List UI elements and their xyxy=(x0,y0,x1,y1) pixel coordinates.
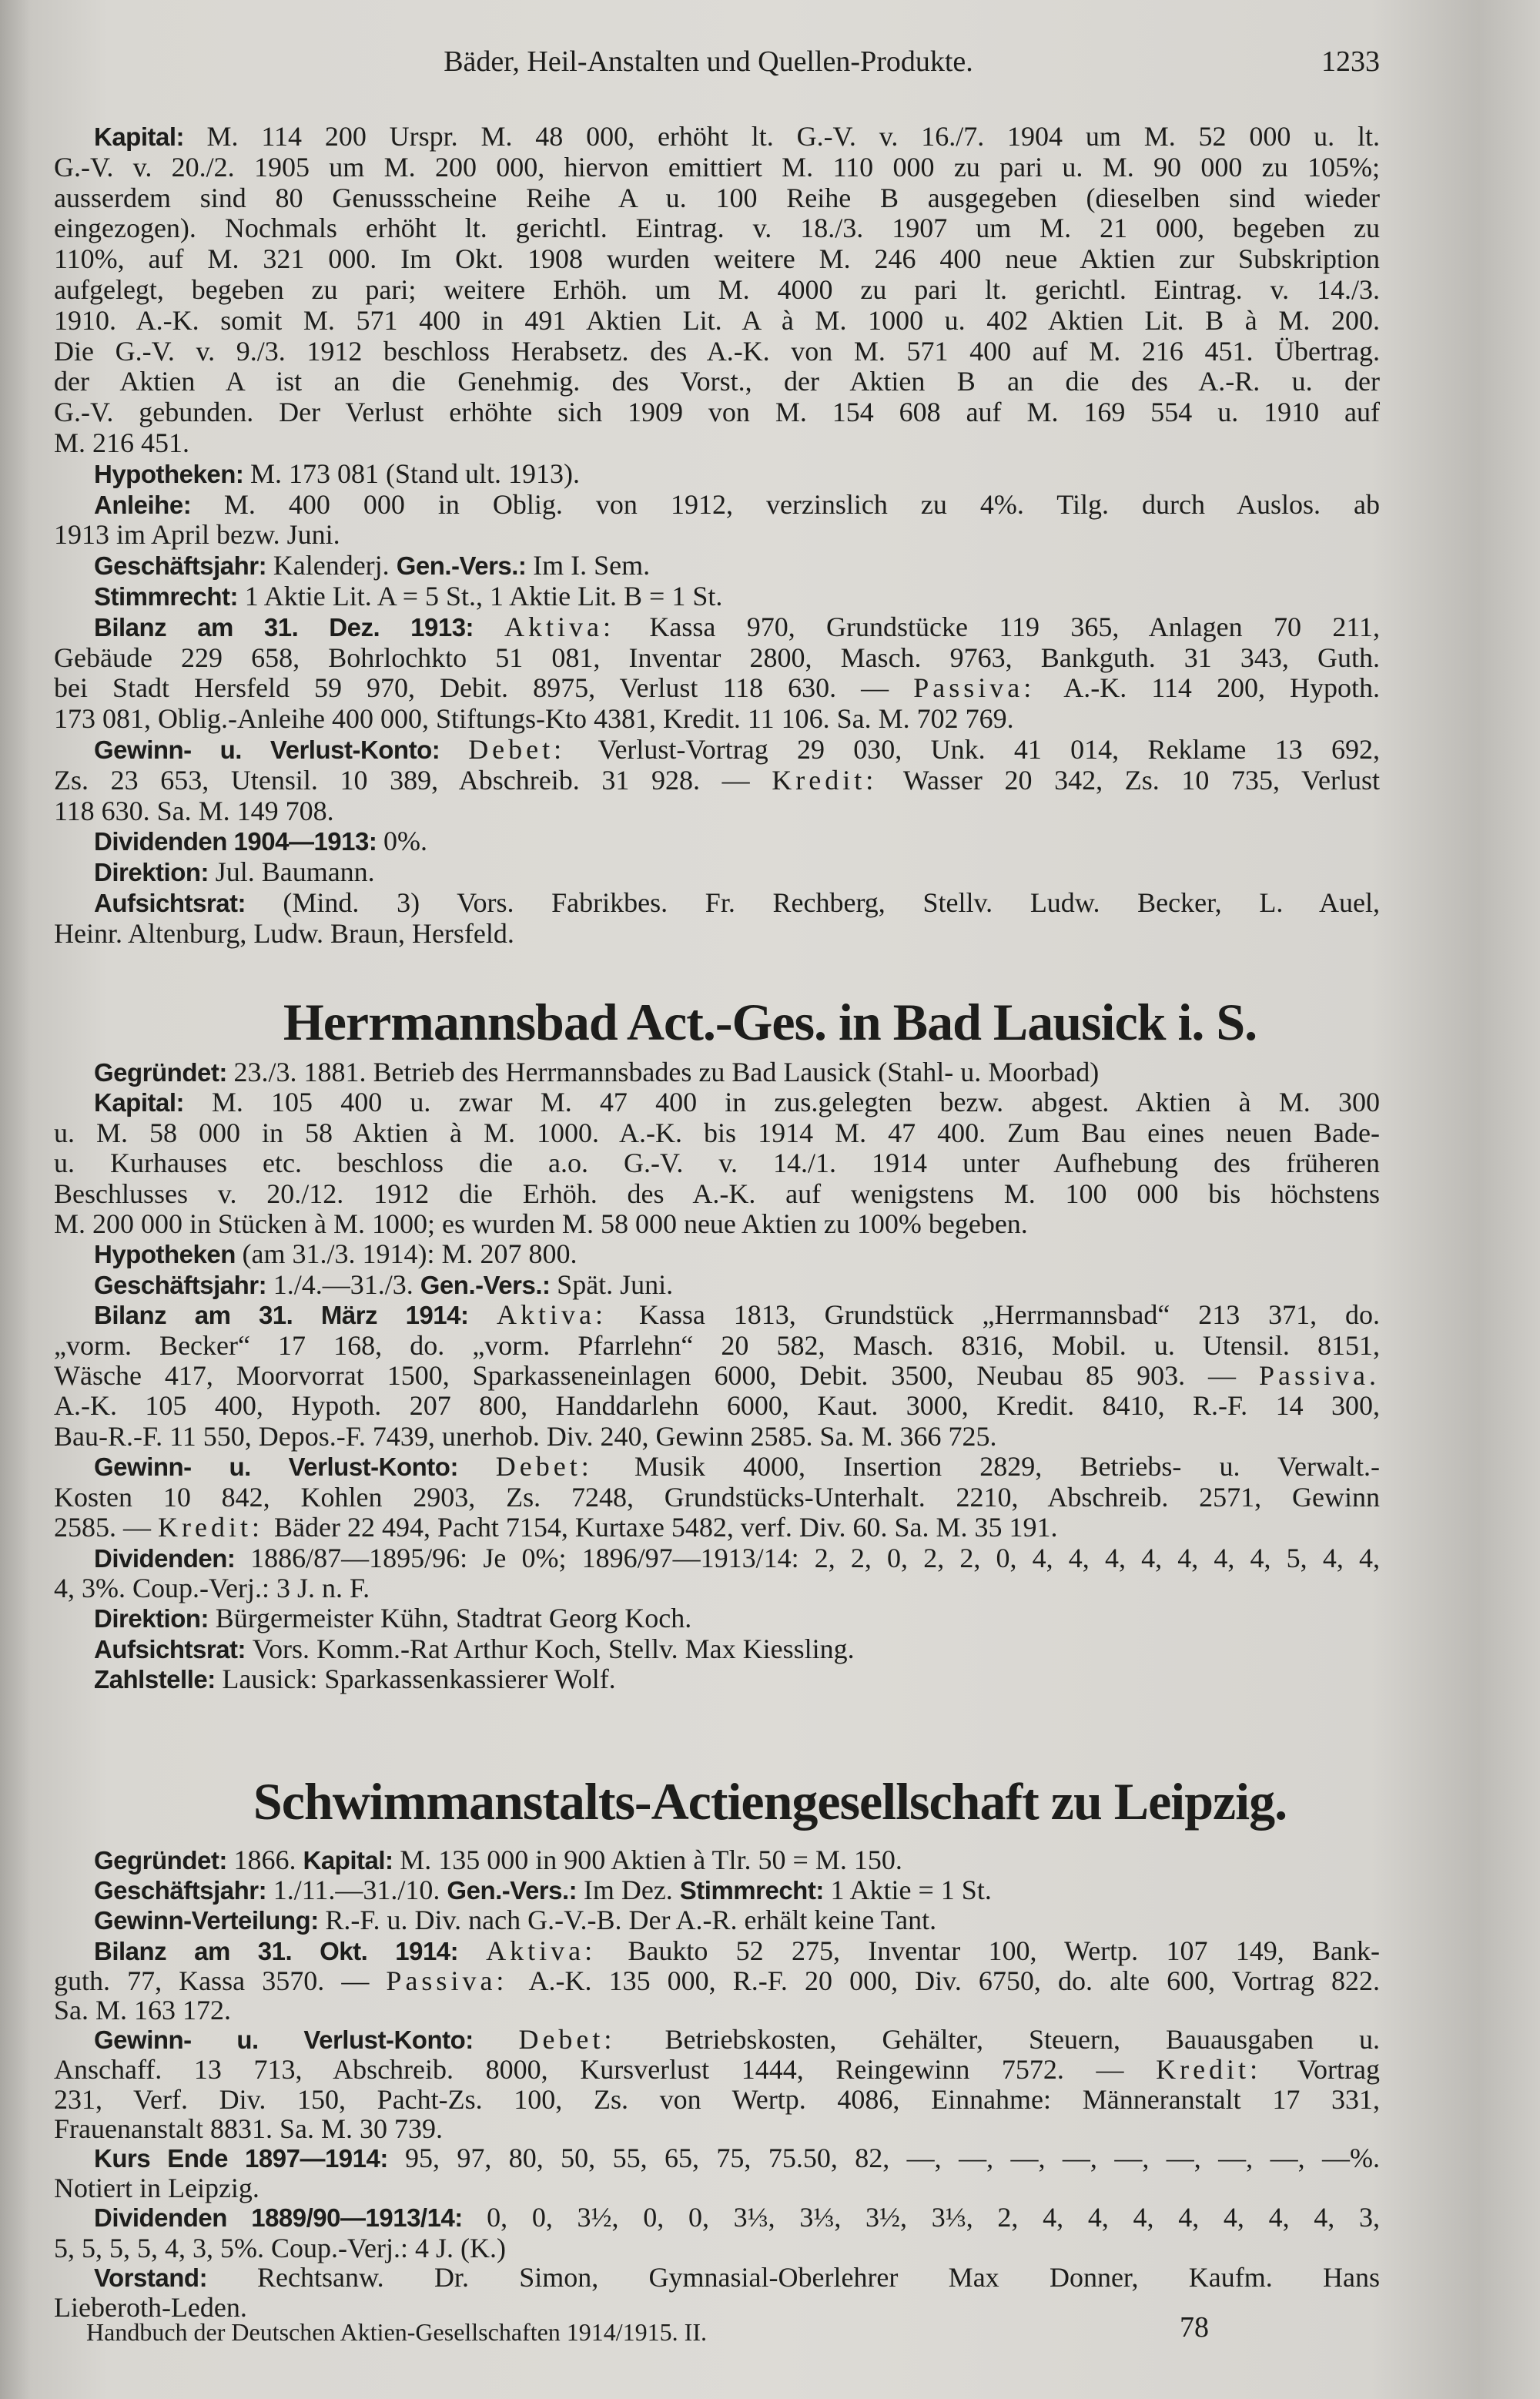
text-line xyxy=(54,1543,1380,1573)
header-title: Bäder, Heil-Anstalten und Quellen-Produkte. xyxy=(444,45,973,78)
entry-dividenden xyxy=(54,2203,1380,2262)
spaced-label: Debet: xyxy=(468,733,598,765)
section-continued-entry xyxy=(54,122,1380,950)
text-line xyxy=(54,337,1380,367)
field-text: M. 216 451. xyxy=(54,427,190,458)
field-label: Stimmrecht: xyxy=(94,581,245,611)
text-line xyxy=(54,1118,1380,1148)
text-line xyxy=(54,244,1380,275)
field-label: Direktion: xyxy=(94,1604,216,1633)
entry-direktion xyxy=(54,1603,1380,1633)
entry-gegruendet xyxy=(54,1057,1380,1087)
field-label: Bilanz am 31. März 1914: xyxy=(94,1301,497,1330)
field-label: Bilanz am 31. Okt. 1914: xyxy=(94,1936,487,1965)
field-text: 1886/87—1895/96: Je 0%; 1896/97—1913/14: 2, 2, 0, 2, 2, 0, 4, 4, 4, 4, 4, 4, 4, 5, 4, 4, xyxy=(250,1542,1380,1573)
entry-gewinn-verlust xyxy=(54,1452,1380,1543)
field-text: Zs. 23 653, Utensil. 10 389, Abschreib. 31 928. — xyxy=(54,764,772,796)
spaced-label: Passiva: xyxy=(913,672,1064,704)
field-label: Hypotheken xyxy=(94,1240,243,1269)
field-text: 1910. A.-K. somit M. 571 400 in 491 Aktien Lit. A à M. 1000 u. 402 Aktien Lit. B à M. 200. xyxy=(54,304,1380,336)
spaced-label: Kredit: xyxy=(1156,2054,1297,2086)
signature-mark: 78 xyxy=(1180,2311,1209,2344)
field-label: Dividenden: xyxy=(94,1543,251,1573)
entry-kapital xyxy=(54,1087,1380,1239)
field-label: Dividenden 1889/90—1913/14: xyxy=(94,2203,487,2233)
text-line xyxy=(54,1148,1380,1178)
text-line xyxy=(54,1905,1380,1935)
text-line xyxy=(54,1966,1380,1995)
field-label: Kurs Ende 1897—1914: xyxy=(94,2144,405,2173)
text-line xyxy=(54,397,1380,428)
field-label: Aufsichtsrat: xyxy=(94,888,283,917)
field-text: Spät. Juni. xyxy=(557,1268,674,1300)
field-text: Musik 4000, Insertion 2829, Betriebs- u. Verwalt.- xyxy=(634,1451,1380,1483)
field-text: M. 400 000 in Oblig. von 1912, verzinslich zu 4%. Tilg. durch Auslos. ab xyxy=(223,488,1380,520)
spaced-label: Kredit: xyxy=(158,1512,274,1543)
field-text: 5, 5, 5, 5, 4, 3, 5%. Coup.-Verj.: 4 J. (K.) xyxy=(54,2232,506,2263)
text-line xyxy=(54,367,1380,397)
field-label: Geschäftsjahr: xyxy=(94,551,273,581)
entry-kurs xyxy=(54,2143,1380,2203)
text-line xyxy=(54,428,1380,459)
field-text: aufgelegt, begeben zu pari; weitere Erhöh. um M. 4000 zu pari lt. gerichtl. Eintrag. v. 14./3. xyxy=(54,273,1380,305)
field-text: u. Kurhauses etc. beschloss die a.o. G.-V. v. 14./1. 1914 unter Aufhebung des früheren xyxy=(54,1148,1380,1179)
text-line xyxy=(54,459,1380,490)
spaced-label: Aktiva: xyxy=(497,1299,639,1331)
text-line xyxy=(54,1452,1380,1482)
text-line xyxy=(54,152,1380,183)
text-line xyxy=(54,1179,1380,1209)
text-line xyxy=(54,766,1380,796)
text-line xyxy=(54,2055,1380,2084)
field-text: 1./4.—31./3. xyxy=(273,1268,420,1300)
entry-gewinn-verlust xyxy=(54,2025,1380,2143)
field-text: Wasser 20 342, Zs. 10 735, Verlust xyxy=(902,764,1380,796)
field-text: Kassa 1813, Grundstück „Herrmannsbad“ 213 371, do. xyxy=(638,1299,1380,1331)
field-label: Gen.-Vers.: xyxy=(396,551,534,581)
field-text: Die G.-V. v. 9./3. 1912 beschloss Herabsetz. des A.-K. von M. 571 400 auf M. 216 451. Übertrag. xyxy=(54,335,1380,367)
field-text: 1866. xyxy=(233,1844,303,1875)
text-line xyxy=(54,2143,1380,2173)
field-label: Zahlstelle: xyxy=(94,1665,223,1694)
field-text: A.-K. 135 000, R.-F. 20 000, Div. 6750, do. alte 600, Vortrag 822. xyxy=(528,1965,1380,1996)
entry-bilanz xyxy=(54,1300,1380,1452)
entry-zahlstelle xyxy=(54,1664,1380,1694)
text-line xyxy=(54,1239,1380,1269)
entry-gewinn-verteilung xyxy=(54,1905,1380,1935)
entry-dividenden xyxy=(54,826,1380,857)
text-line xyxy=(54,1422,1380,1452)
spaced-label: Debet: xyxy=(518,2024,665,2056)
field-text: 0%. xyxy=(383,826,428,857)
text-line xyxy=(54,1057,1380,1087)
text-line xyxy=(54,1483,1380,1513)
field-text: 2585. — xyxy=(54,1512,158,1543)
entry-bilanz xyxy=(54,1936,1380,2025)
field-text: Vors. Komm.-Rat Arthur Koch, Stellv. Max Kiessling. xyxy=(252,1633,855,1664)
text-line xyxy=(54,704,1380,735)
entry-anleihe xyxy=(54,490,1380,551)
text-line xyxy=(54,1995,1380,2025)
field-text: 1913 im April bezw. Juni. xyxy=(54,519,340,551)
field-text: (Mind. 3) Vors. Fabrikbes. Fr. Rechberg, Stellv. Ludw. Becker, L. Auel, xyxy=(283,886,1380,918)
footer-book-title: Handbuch der Deutschen Aktien-Gesellschaften 1914/1915. II. xyxy=(86,2318,707,2346)
field-text: Bau-R.-F. 11 550, Depos.-F. 7439, unerhob. Div. 240, Gewinn 2585. Sa. M. 366 725. xyxy=(54,1420,997,1452)
field-text: Notiert in Leipzig. xyxy=(54,2173,259,2204)
spaced-label: Aktiva: xyxy=(486,1935,628,1966)
field-text: M. 200 000 in Stücken à M. 1000; es wurden M. 58 000 neue Aktien zu 100% begeben. xyxy=(54,1208,1028,1240)
text-line xyxy=(54,306,1380,337)
text-line xyxy=(54,1573,1380,1603)
text-line xyxy=(54,826,1380,857)
field-label: Gewinn-Verteilung: xyxy=(94,1906,326,1935)
entry-geschaeftsjahr xyxy=(54,1875,1380,1905)
text-line xyxy=(54,1513,1380,1543)
text-line xyxy=(54,1875,1380,1905)
field-text: der Aktien A ist an die Genehmig. des Vorst., der Aktien B an die des A.-R. u. der xyxy=(54,366,1380,397)
field-text: Kosten 10 842, Kohlen 2903, Zs. 7248, Grundstücks-Unterhalt. 2210, Abschreib. 2571, Gewinn xyxy=(54,1481,1380,1513)
field-label: Direktion: xyxy=(94,858,216,887)
field-text: u. M. 58 000 in 58 Aktien à M. 1000. A.-K. bis 1914 M. 47 400. Zum Bau eines neuen Bade- xyxy=(54,1117,1380,1148)
field-text: M. 105 400 u. zwar M. 47 400 in zus.gelegten bezw. abgest. Aktien à M. 300 xyxy=(211,1087,1380,1118)
text-line xyxy=(54,1270,1380,1300)
spaced-label: Passiva: xyxy=(386,1965,529,1996)
field-text: Betriebskosten, Gehälter, Steuern, Bauausgaben u. xyxy=(665,2024,1380,2056)
text-line xyxy=(54,1936,1380,1966)
field-label: Anleihe: xyxy=(94,490,224,519)
entry-direktion xyxy=(54,857,1380,888)
text-line xyxy=(54,643,1380,674)
text-line xyxy=(54,1300,1380,1330)
text-line xyxy=(54,213,1380,244)
field-text: (am 31./3. 1914): M. 207 800. xyxy=(242,1238,578,1270)
text-line xyxy=(54,520,1380,551)
field-text: 1./11.—31./10. xyxy=(273,1875,447,1906)
field-text: Baukto 52 275, Inventar 100, Wertp. 107 149, Bank- xyxy=(628,1935,1381,1966)
section-herrmannsbad xyxy=(54,1057,1380,1695)
text-line xyxy=(54,888,1380,919)
field-text: M. 173 081 (Stand ult. 1913). xyxy=(250,457,581,489)
field-label: Hypotheken: xyxy=(94,459,251,488)
text-line xyxy=(54,1664,1380,1694)
field-text: A.-K. 105 400, Hypoth. 207 800, Handdarlehn 6000, Kaut. 3000, Kredit. 8410, R.-F. 14 300, xyxy=(54,1390,1380,1422)
entry-hypotheken xyxy=(54,459,1380,490)
text-line xyxy=(54,919,1380,950)
text-line xyxy=(54,183,1380,214)
field-text: 0, 0, 3½, 0, 0, 3⅓, 3⅓, 3½, 3⅓, 2, 4, 4, 4, 4, 4, 4, 4, 3, xyxy=(487,2202,1380,2233)
field-label: Kapital: xyxy=(94,122,207,151)
field-text: Bäder 22 494, Pacht 7154, Kurtaxe 5482, verf. Div. 60. Sa. M. 35 191. xyxy=(273,1512,1058,1543)
text-line xyxy=(54,581,1380,612)
section-schwimmanstalt xyxy=(54,1845,1380,2322)
text-line xyxy=(54,2114,1380,2143)
entry-aufsichtsrat xyxy=(54,888,1380,950)
text-line xyxy=(54,1634,1380,1664)
field-label: Kapital: xyxy=(94,1088,212,1117)
field-text: Vortrag xyxy=(1297,2054,1380,2086)
field-text: Im Dez. xyxy=(583,1875,680,1906)
text-line xyxy=(54,673,1380,704)
text-line xyxy=(54,735,1380,766)
text-line xyxy=(54,122,1380,152)
field-text: M. 114 200 Urspr. M. 48 000, erhöht lt. G.-V. v. 16./7. 1904 um M. 52 000 u. lt. xyxy=(206,121,1380,152)
field-text: 1 Aktie = 1 St. xyxy=(830,1875,992,1906)
field-label: Geschäftsjahr: xyxy=(94,1876,273,1905)
page-number: 1233 xyxy=(1321,45,1380,78)
field-text: eingezogen). Nochmals erhöht lt. gerichtl. Eintrag. v. 18./3. 1907 um M. 21 000, begeben zu xyxy=(54,213,1380,244)
entry-bilanz xyxy=(54,612,1380,735)
field-text: Verlust-Vortrag 29 030, Unk. 41 014, Reklame 13 692, xyxy=(598,733,1380,765)
field-text: Wäsche 417, Moorvorrat 1500, Sparkasseneinlagen 6000, Debit. 3500, Neubau 85 903. — xyxy=(54,1360,1259,1392)
text-line xyxy=(54,1209,1380,1239)
text-line xyxy=(54,551,1380,581)
field-text: Frauenanstalt 8831. Sa. M. 30 739. xyxy=(54,2113,443,2144)
text-line xyxy=(54,2233,1380,2263)
entry-kapital xyxy=(54,122,1380,459)
field-text: Kassa 970, Grundstücke 119 365, Anlagen 70 211, xyxy=(649,611,1380,642)
spaced-label: Kredit: xyxy=(772,764,903,796)
text-line xyxy=(54,1331,1380,1361)
text-line xyxy=(54,1087,1380,1117)
page-footer xyxy=(86,2311,1241,2347)
field-label: Gen.-Vers.: xyxy=(420,1270,557,1299)
field-text: bei Stadt Hersfeld 59 970, Debit. 8975, Verlust 118 630. — xyxy=(54,672,914,704)
text-line xyxy=(54,1603,1380,1633)
field-text: Bürgermeister Kühn, Stadtrat Georg Koch. xyxy=(215,1603,692,1634)
field-text: 110%, auf M. 321 000. Im Okt. 1908 wurden weitere M. 246 400 neue Aktien zur Subskription xyxy=(54,243,1380,275)
field-text: Sa. M. 163 172. xyxy=(54,1995,232,2026)
field-text: Lausick: Sparkassenkassierer Wolf. xyxy=(222,1664,616,1695)
entry-dividenden xyxy=(54,1543,1380,1604)
field-text: guth. 77, Kassa 3570. — xyxy=(54,1965,387,1996)
field-text: „vorm. Becker“ 17 168, do. „vorm. Pfarrlehn“ 20 582, Masch. 8316, Mobil. u. Utensil. 8151, xyxy=(54,1329,1380,1361)
field-text: Beschlusses v. 20./12. 1912 die Erhöh. des A.-K. auf wenigstens M. 100 000 bis höchstens xyxy=(54,1178,1380,1209)
field-text: Anschaff. 13 713, Abschreib. 8000, Kursverlust 1444, Reingewinn 7572. — xyxy=(54,2054,1157,2086)
field-label: Gewinn- u. Verlust-Konto: xyxy=(94,735,469,764)
field-text: 231, Verf. Div. 150, Pacht-Zs. 100, Zs. von Wertp. 4086, Einnahme: Männeranstalt 17 331, xyxy=(54,2083,1380,2115)
field-text: ausserdem sind 80 Genussscheine Reihe A u. 100 Reihe B ausgegeben (dieselben sind wieder xyxy=(54,182,1380,213)
field-text: G.-V. gebunden. Der Verlust erhöhte sich 1909 von M. 154 608 auf M. 169 554 u. 1910 auf xyxy=(54,397,1380,428)
text-line xyxy=(54,2085,1380,2114)
spaced-label: Debet: xyxy=(495,1451,634,1483)
text-line xyxy=(54,1391,1380,1421)
entry-hypotheken xyxy=(54,1239,1380,1269)
field-label: Gen.-Vers.: xyxy=(447,1876,584,1905)
field-text: Jul. Baumann. xyxy=(215,856,375,888)
text-line xyxy=(54,275,1380,306)
field-label: Vorstand: xyxy=(94,2263,258,2292)
field-text: R.-F. u. Div. nach G.-V.-B. Der A.-R. erhält keine Tant. xyxy=(325,1905,937,1936)
field-text: 4, 3%. Coup.-Verj.: 3 J. n. F. xyxy=(54,1572,370,1603)
field-text: Rechtsanw. Dr. Simon, Gymnasial-Oberlehrer Max Donner, Kaufm. Hans xyxy=(257,2261,1381,2293)
text-line xyxy=(54,796,1380,827)
field-label: Gegründet: xyxy=(94,1846,234,1875)
field-text: 173 081, Oblig.-Anleihe 400 000, Stiftungs-Kto 4381, Kredit. 11 106. Sa. M. 702 769. xyxy=(54,703,1014,735)
field-label: Gewinn- u. Verlust-Konto: xyxy=(94,1452,496,1482)
field-label: Gegründet: xyxy=(94,1058,234,1087)
text-line xyxy=(54,2173,1380,2203)
field-text: Gebäude 229 658, Bohrlochkto 51 081, Inventar 2800, Masch. 9763, Bankguth. 31 343, Guth. xyxy=(54,642,1380,673)
company-title-herrmannsbad: Herrmannsbad Act.-Ges. in Bad Lausick i. S. xyxy=(283,993,1257,1051)
entry-gewinn-verlust xyxy=(54,735,1380,826)
spaced-label: Aktiva: xyxy=(504,611,650,642)
field-label: Bilanz am 31. Dez. 1913: xyxy=(94,612,505,642)
field-text: 118 630. Sa. M. 149 708. xyxy=(54,795,334,826)
field-label: Kapital: xyxy=(303,1846,400,1875)
company-title-schwimmanstalt: Schwimmanstalts-Actiengesellschaft zu Leipzig. xyxy=(253,1772,1287,1831)
field-text: 95, 97, 80, 50, 55, 65, 75, 75.50, 82, —, —, —, —, —, —, —, —, —%. xyxy=(404,2143,1380,2174)
entry-stimmrecht xyxy=(54,581,1380,612)
entry-geschaeftsjahr xyxy=(54,551,1380,581)
text-line xyxy=(54,2263,1380,2293)
text-line xyxy=(54,2203,1380,2233)
field-text: M. 135 000 in 900 Aktien à Tlr. 50 = M. 150. xyxy=(400,1844,902,1875)
field-text: Im I. Sem. xyxy=(533,550,651,581)
field-label: Geschäftsjahr: xyxy=(94,1270,273,1299)
field-label: Aufsichtsrat: xyxy=(94,1634,253,1664)
text-line xyxy=(54,2025,1380,2055)
field-label: Stimmrecht: xyxy=(679,1876,831,1905)
field-label: Dividenden 1904—1913: xyxy=(94,827,384,856)
field-text: Kalenderj. xyxy=(273,550,397,581)
field-text: 1 Aktie Lit. A = 5 St., 1 Aktie Lit. B = 1 St. xyxy=(244,580,723,611)
text-line xyxy=(54,490,1380,521)
field-label: Gewinn- u. Verlust-Konto: xyxy=(94,2025,519,2055)
text-line xyxy=(54,612,1380,643)
entry-gegruendet-kapital xyxy=(54,1845,1380,1875)
field-text: A.-K. 114 200, Hypoth. xyxy=(1063,672,1380,704)
entry-aufsichtsrat xyxy=(54,1634,1380,1664)
text-line xyxy=(54,857,1380,888)
text-line xyxy=(54,1361,1380,1391)
entry-geschaeftsjahr xyxy=(54,1270,1380,1300)
spaced-label: Passiva. xyxy=(1259,1360,1380,1392)
field-text: Lieberoth-Leden. xyxy=(54,2292,247,2324)
field-text: 23./3. 1881. Betrieb des Herrmannsbades zu Bad Lausick (Stahl- u. Moorbad) xyxy=(233,1057,1100,1087)
field-text: G.-V. v. 20./2. 1905 um M. 200 000, hiervon emittiert M. 110 000 zu pari u. M. 90 000 zu 105%; xyxy=(54,151,1380,183)
field-text: Heinr. Altenburg, Ludw. Braun, Hersfeld. xyxy=(54,917,514,949)
text-line xyxy=(54,1845,1380,1875)
running-header xyxy=(0,45,1540,83)
